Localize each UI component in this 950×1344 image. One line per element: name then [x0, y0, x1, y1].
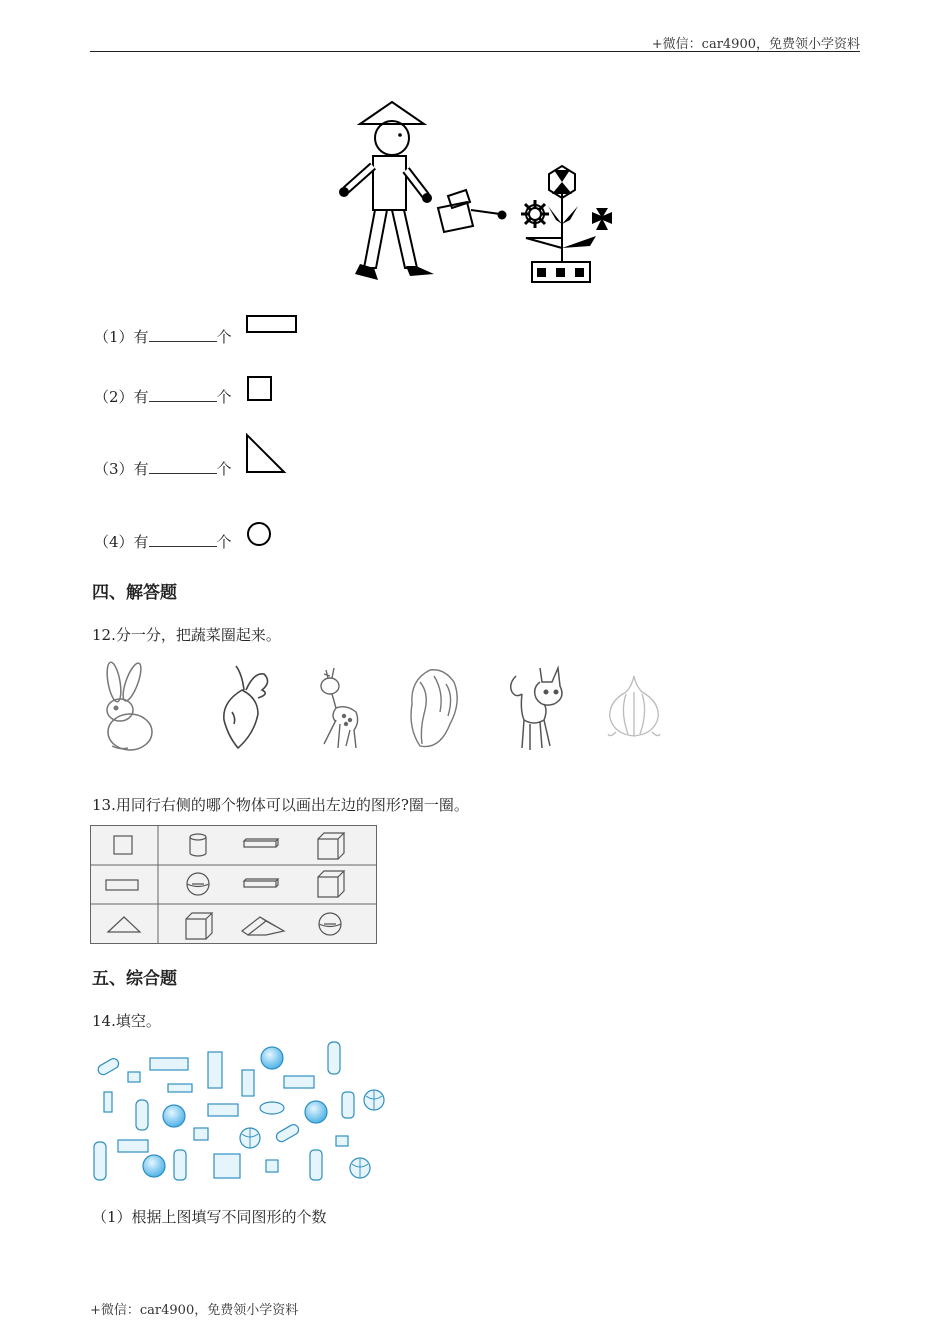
answer-blank[interactable] [149, 458, 217, 474]
count-question-2 [94, 386, 232, 407]
question-14-text: 14.填空。 [92, 1012, 161, 1030]
count-question-suffix: 个 [216, 328, 232, 346]
cabbage-icon [400, 664, 466, 752]
deer-icon [310, 664, 366, 754]
answer-blank[interactable] [149, 386, 217, 402]
triangle-icon [245, 433, 287, 475]
rectangle-icon [246, 315, 298, 333]
question-14-sub-1: （1）根据上图填写不同图形的个数 [92, 1208, 327, 1226]
question-12-text: 12.分一分，把蔬菜圈起来。 [92, 626, 281, 644]
circle-icon [247, 522, 273, 548]
count-question-suffix: 个 [216, 388, 232, 406]
square-icon [247, 376, 273, 402]
count-question-suffix: 个 [216, 533, 232, 551]
section-title: 五、综合题 [92, 969, 177, 989]
answer-blank[interactable] [149, 531, 217, 547]
solids-cluster-illustration [92, 1040, 392, 1186]
count-question-prefix: （3）有 [94, 460, 149, 478]
count-question-4 [94, 531, 232, 552]
header-rule [90, 51, 860, 52]
footer-text: +微信：car4900，免费领小学资料 [90, 1303, 299, 1318]
watering-person-illustration [330, 98, 620, 288]
answer-blank[interactable] [149, 326, 217, 342]
count-question-prefix: （1）有 [94, 328, 149, 346]
shape-matching-table [90, 825, 377, 945]
count-question-prefix: （4）有 [94, 533, 149, 551]
radish-icon [214, 662, 276, 752]
header-text: +微信：car4900，免费领小学资料 [651, 37, 860, 52]
count-question-prefix: （2）有 [94, 388, 149, 406]
garlic-icon [602, 672, 666, 742]
count-question-suffix: 个 [216, 460, 232, 478]
rabbit-icon [98, 660, 158, 752]
section-title: 四、解答题 [92, 583, 177, 603]
count-question-1 [94, 326, 232, 347]
count-question-3 [94, 458, 232, 479]
cat-icon [504, 664, 574, 754]
question-13-text: 13.用同行右侧的哪个物体可以画出左边的图形?圈一圈。 [92, 796, 469, 814]
